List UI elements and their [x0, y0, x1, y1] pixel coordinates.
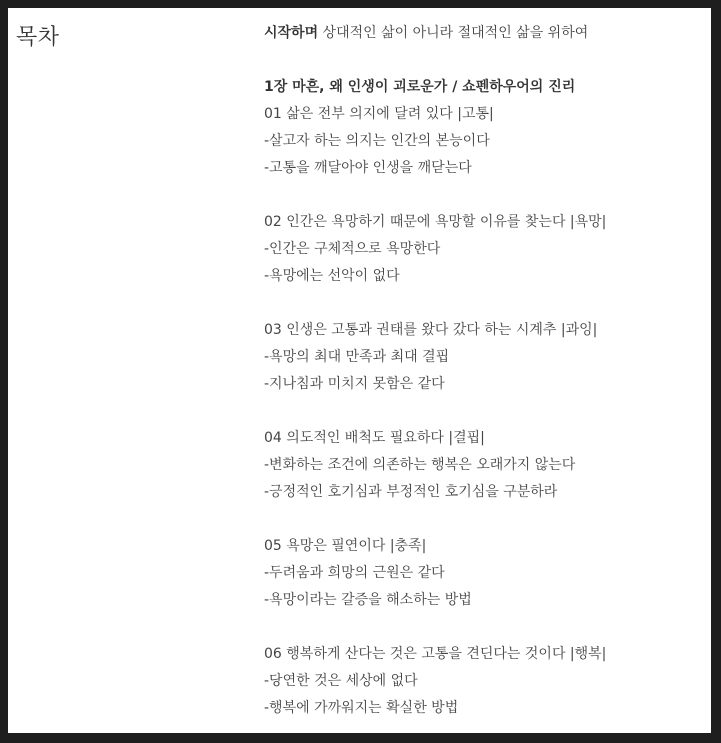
section-item: -지나침과 미치지 못함은 같다 [264, 376, 445, 392]
section-title: 01 삶은 전부 의지에 달려 있다 |고통| [264, 106, 494, 122]
section-item: -두려움과 희망의 근원은 같다 [264, 565, 445, 581]
section-item: -행복에 가까워지는 확실한 방법 [264, 700, 459, 716]
spacer [264, 614, 704, 641]
section-item: -긍정적인 호기심과 부정적인 호기심을 구분하라 [264, 484, 558, 500]
spacer [264, 47, 704, 74]
section-item: -욕망이라는 갈증을 해소하는 방법 [264, 592, 472, 608]
intro-label: 시작하며 [264, 25, 319, 41]
intro-text: 상대적인 삶이 아니라 절대적인 삶을 위하여 [318, 25, 589, 41]
intro-line [264, 20, 704, 47]
section-item: -고통을 깨달아야 인생을 깨닫는다 [264, 160, 472, 176]
section-item: -변화하는 조건에 의존하는 행복은 오래가지 않는다 [264, 457, 576, 473]
section-title: 04 의도적인 배척도 필요하다 |결핍| [264, 430, 485, 446]
section-title: 06 행복하게 산다는 것은 고통을 견딘다는 것이다 |행복| [264, 646, 607, 662]
toc-heading: 목차 [16, 25, 60, 50]
spacer [264, 398, 704, 425]
document-page [8, 8, 711, 733]
section-item: -살고자 하는 의지는 인간의 본능이다 [264, 133, 490, 149]
spacer [264, 182, 704, 209]
section-item: -욕망의 최대 만족과 최대 결핍 [264, 349, 450, 365]
chapter-title: 1장 마흔, 왜 인생이 괴로운가 / 쇼펜하우어의 진리 [264, 79, 576, 95]
section-title: 02 인간은 욕망하기 때문에 욕망할 이유를 찾는다 |욕망| [264, 214, 607, 230]
section-item: -당연한 것은 세상에 없다 [264, 673, 418, 689]
spacer [264, 290, 704, 317]
section-title: 05 욕망은 필연이다 |충족| [264, 538, 427, 554]
spacer [264, 506, 704, 533]
toc-body [264, 20, 704, 722]
section-item: -인간은 구체적으로 욕망한다 [264, 241, 441, 257]
section-title: 03 인생은 고통과 권태를 왔다 갔다 하는 시계추 |과잉| [264, 322, 598, 338]
section-item: -욕망에는 선악이 없다 [264, 268, 400, 284]
